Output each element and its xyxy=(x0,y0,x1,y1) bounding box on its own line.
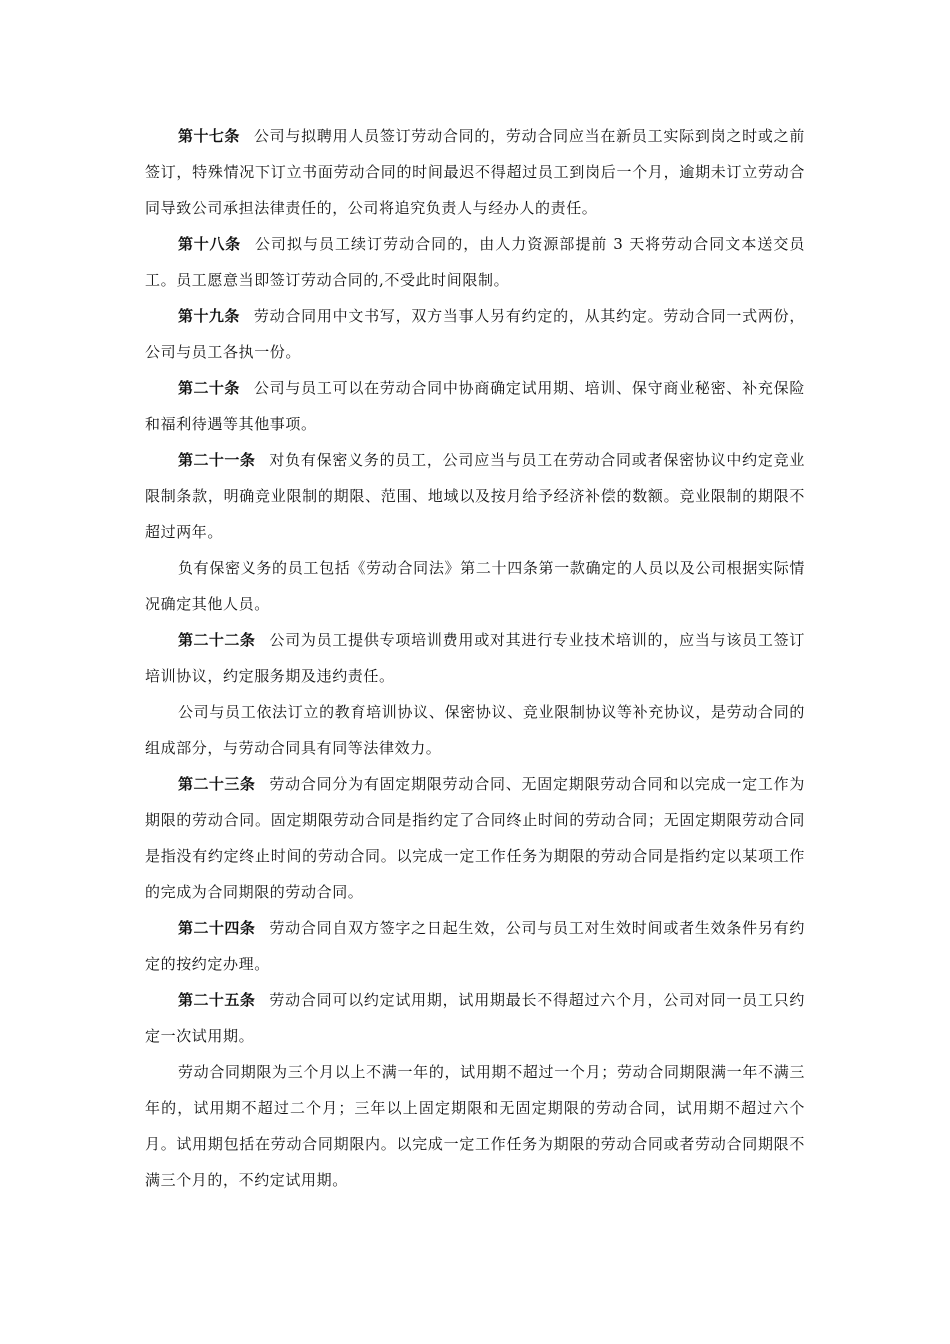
article-21-paragraph-2 xyxy=(145,550,805,622)
article-number: 第十九条 xyxy=(178,307,240,325)
paragraph-text: 公司与员工依法订立的教育培训协议、保密协议、竞业限制协议等补充协议，是劳动合同的组成部分，与劳动合同具有同等法律效力。 xyxy=(145,703,805,757)
article-22 xyxy=(145,622,805,694)
article-25-paragraph-2 xyxy=(145,1054,805,1198)
article-number: 第二十四条 xyxy=(178,919,256,937)
article-25 xyxy=(145,982,805,1054)
article-number: 第十七条 xyxy=(178,127,240,145)
article-18 xyxy=(145,226,805,298)
article-text: 公司与拟聘用人员签订劳动合同的，劳动合同应当在新员工实际到岗之时或之前签订，特殊情况下订立书面劳动合同的时间最迟不得超过员工到岗后一个月，逾期未订立劳动合同导致公司承担法律责任的，公司将追究负责人与经办人的责任。 xyxy=(145,127,805,217)
article-number: 第二十一条 xyxy=(178,451,256,469)
article-number: 第十八条 xyxy=(178,235,241,253)
article-20 xyxy=(145,370,805,442)
article-number: 第二十条 xyxy=(178,379,240,397)
article-17 xyxy=(145,118,805,226)
article-23 xyxy=(145,766,805,910)
article-text: 公司拟与员工续订劳动合同的，由人力资源部提前 3 天将劳动合同文本送交员工。员工愿意当即签订劳动合同的,不受此时间限制。 xyxy=(145,235,806,289)
article-text: 劳动合同分为有固定期限劳动合同、无固定期限劳动合同和以完成一定工作为期限的劳动合同。固定期限劳动合同是指约定了合同终止时间的劳动合同；无固定期限劳动合同是指没有约定终止时间的劳动合同。以完成一定工作任务为期限的劳动合同是指约定以某项工作的完成为合同期限的劳动合同。 xyxy=(145,775,805,901)
article-24 xyxy=(145,910,805,982)
article-number: 第二十五条 xyxy=(178,991,256,1009)
article-19 xyxy=(145,298,805,370)
article-21 xyxy=(145,442,805,550)
article-text: 公司与员工可以在劳动合同中协商确定试用期、培训、保守商业秘密、补充保险和福利待遇等其他事项。 xyxy=(145,379,805,433)
paragraph-text: 负有保密义务的员工包括《劳动合同法》第二十四条第一款确定的人员以及公司根据实际情况确定其他人员。 xyxy=(145,559,805,613)
article-number: 第二十三条 xyxy=(178,775,256,793)
article-text: 劳动合同自双方签字之日起生效，公司与员工对生效时间或者生效条件另有约定的按约定办理。 xyxy=(145,919,805,973)
article-22-paragraph-2 xyxy=(145,694,805,766)
article-number: 第二十二条 xyxy=(178,631,256,649)
article-text: 对负有保密义务的员工，公司应当与员工在劳动合同或者保密协议中约定竞业限制条款，明确竞业限制的期限、范围、地域以及按月给予经济补偿的数额。竞业限制的期限不超过两年。 xyxy=(145,451,805,541)
article-text: 劳动合同用中文书写，双方当事人另有约定的，从其约定。劳动合同一式两份，公司与员工各执一份。 xyxy=(145,307,805,361)
document-page xyxy=(145,118,805,1198)
article-text: 公司为员工提供专项培训费用或对其进行专业技术培训的，应当与该员工签订培训协议，约定服务期及违约责任。 xyxy=(145,631,805,685)
paragraph-text: 劳动合同期限为三个月以上不满一年的，试用期不超过一个月；劳动合同期限满一年不满三年的，试用期不超过二个月；三年以上固定期限和无固定期限的劳动合同，试用期不超过六个月。试用期包括在劳动合同期限内。以完成一定工作任务为期限的劳动合同或者劳动合同期限不满三个月的，不约定试用期。 xyxy=(145,1063,805,1189)
article-text: 劳动合同可以约定试用期，试用期最长不得超过六个月，公司对同一员工只约定一次试用期。 xyxy=(145,991,805,1045)
